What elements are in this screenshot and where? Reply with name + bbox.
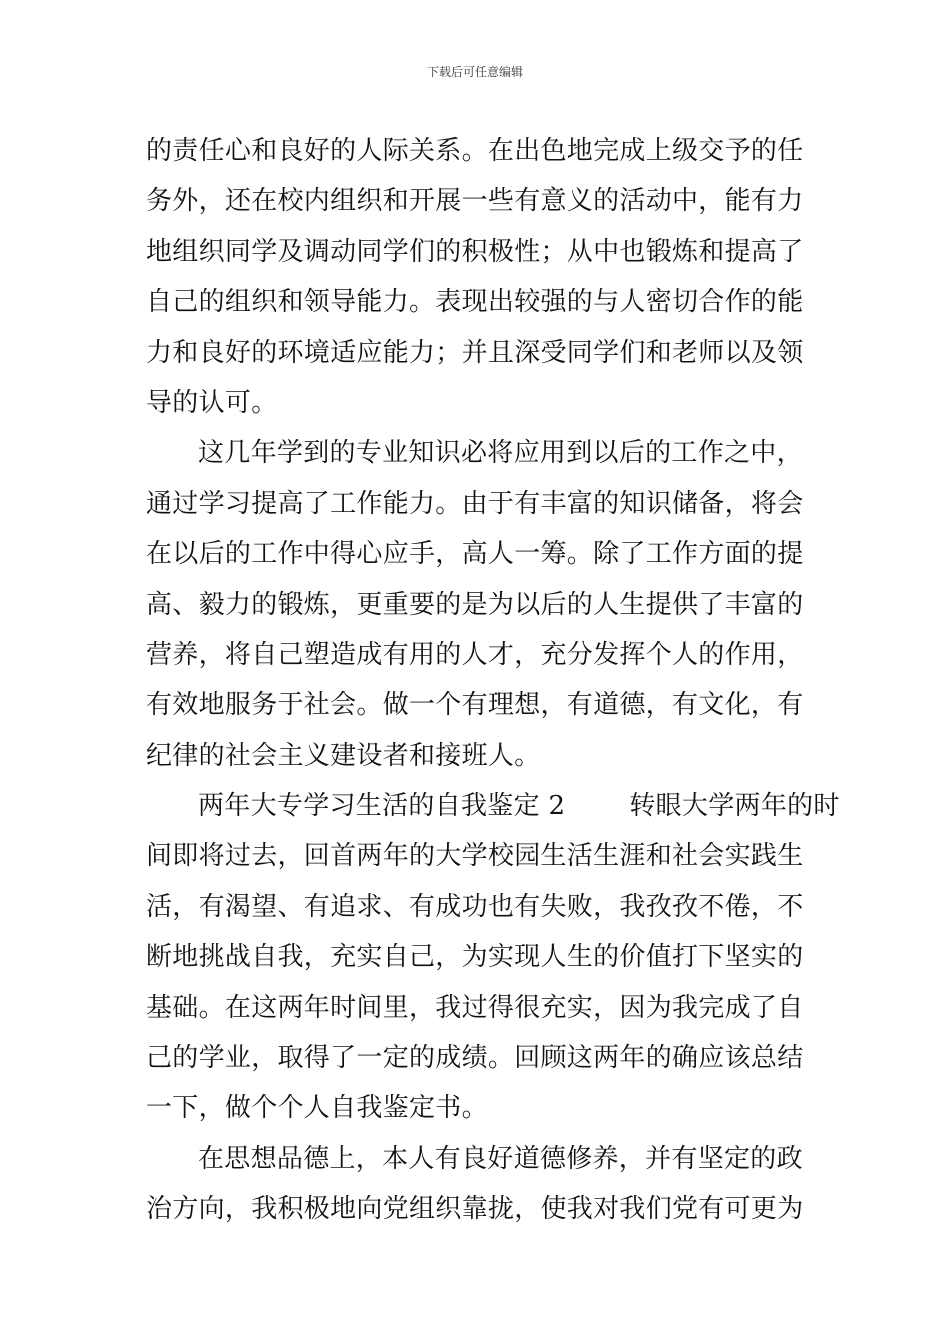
text-line: 断地挑战自我，充实自己，为实现人生的价值打下坚实的 <box>146 942 804 973</box>
text-line: 力和良好的环境适应能力；并且深受同学们和老师以及领 <box>146 337 804 368</box>
text-line: 基础。在这两年时间里，我过得很充实，因为我完成了自 <box>146 992 804 1023</box>
text-line: 通过学习提高了工作能力。由于有丰富的知识储备，将会 <box>146 488 804 519</box>
text-line: 在以后的工作中得心应手，高人一筹。除了工作方面的提 <box>146 539 804 570</box>
text-line: 治方向，我积极地向党组织靠拢，使我对我们党有可更为 <box>146 1194 804 1225</box>
text-line: 一下，做个个人自我鉴定书。 <box>146 1093 488 1124</box>
text-line: 活，有渴望、有追求、有成功也有失败，我孜孜不倦，不 <box>146 891 804 922</box>
text-line: 间即将过去，回首两年的大学校园生活生涯和社会实践生 <box>146 841 804 872</box>
text-line: 自己的组织和领导能力。表现出较强的与人密切合作的能 <box>146 287 804 318</box>
text-line: 有效地服务于社会。做一个有理想，有道德，有文化，有 <box>146 690 804 721</box>
section-title: 两年大专学习生活的自我鉴定 2 <box>198 791 566 822</box>
body-text <box>146 126 840 1235</box>
section-intro-text: 转眼大学两年的时 <box>629 791 840 822</box>
text-line: 纪律的社会主义建设者和接班人。 <box>146 740 541 771</box>
text-line: 高、毅力的锻炼，更重要的是为以后的人生提供了丰富的 <box>146 589 804 620</box>
text-line: 导的认可。 <box>146 387 278 418</box>
section-title-line <box>146 781 840 831</box>
text-line: 务外，还在校内组织和开展一些有意义的活动中，能有力 <box>146 186 804 217</box>
paragraph-start-line: 这几年学到的专业知识必将应用到以后的工作之中， <box>198 438 803 469</box>
text-line: 营养，将自己塑造成有用的人才，充分发挥个人的作用， <box>146 639 804 670</box>
page-header: 下载后可任意编辑 <box>426 65 523 79</box>
text-line: 地组织同学及调动同学们的积极性；从中也锻炼和提高了 <box>146 236 804 267</box>
text-line: 己的学业，取得了一定的成绩。回顾这两年的确应该总结 <box>146 1043 804 1074</box>
paragraph-start-line: 在思想品德上，本人有良好道德修养，并有坚定的政 <box>198 1143 803 1174</box>
text-line: 的责任心和良好的人际关系。在出色地完成上级交予的任 <box>146 136 804 166</box>
